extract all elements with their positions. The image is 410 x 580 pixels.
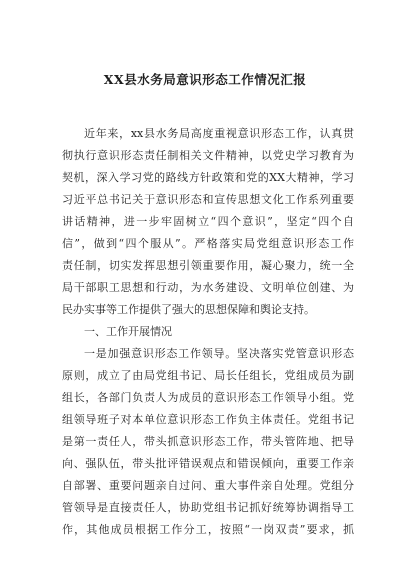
paragraph-line: 作，其他成员根据工作分工，按照“一岗双责”要求，抓 (62, 523, 354, 536)
paragraph-line: 一是加强意识形态工作领导。坚决落实党管意识形态 (84, 347, 354, 360)
paragraph-line: 自部署、重要问题亲自过问、重大事件亲自处理。党组分 (62, 479, 354, 492)
document-body (62, 123, 354, 541)
paragraph-line: 民办实事等工作提供了强大的思想保障和舆论支持。 (62, 303, 315, 316)
paragraph-line: 组长，各部门负责人为成员的意识形态工作领导小组。党 (62, 391, 354, 404)
paragraph-line: 向、强队伍，带头批评错误观点和错误倾向，重要工作亲 (62, 457, 354, 470)
section-heading: 一、工作开展情况 (84, 325, 172, 338)
paragraph-line: 讲话精神，进一步牢固树立“四个意识”，坚定“四个自 (62, 215, 354, 228)
document-title: XX县水务局意识形态工作情况汇报 (103, 72, 307, 87)
paragraph-line: 原则，成立了由局党组书记、局长任组长，党组成员为副 (62, 369, 354, 382)
paragraph-line: 近年来，xx县水务局高度重视意识形态工作，认真贯 (84, 127, 354, 140)
paragraph-line: 组领导班子对本单位意识形态工作负主体责任。党组书记 (62, 413, 354, 426)
paragraph-line: 局干部职工思想和行动，为水务建设、文明单位创建、为 (62, 281, 354, 294)
paragraph-line: 是第一责任人，带头抓意识形态工作，带头管阵地、把导 (62, 435, 354, 448)
paragraph-line: 彻执行意识形态责任制相关文件精神，以党史学习教育为 (62, 149, 354, 162)
paragraph-line: 契机，深入学习党的路线方针政策和党的XX大精神，学习 (62, 171, 354, 184)
paragraph-line: 习近平总书记关于意识形态和宣传思想文化工作系列重要 (62, 193, 354, 206)
paragraph-line: 管领导是直接责任人，协助党组书记抓好统筹协调指导工 (62, 501, 354, 514)
paragraph-line: 责任制，切实发挥思想引领重要作用，凝心聚力，统一全 (62, 259, 354, 272)
paragraph-line: 信”，做到“四个服从”。严格落实局党组意识形态工作 (62, 237, 354, 250)
